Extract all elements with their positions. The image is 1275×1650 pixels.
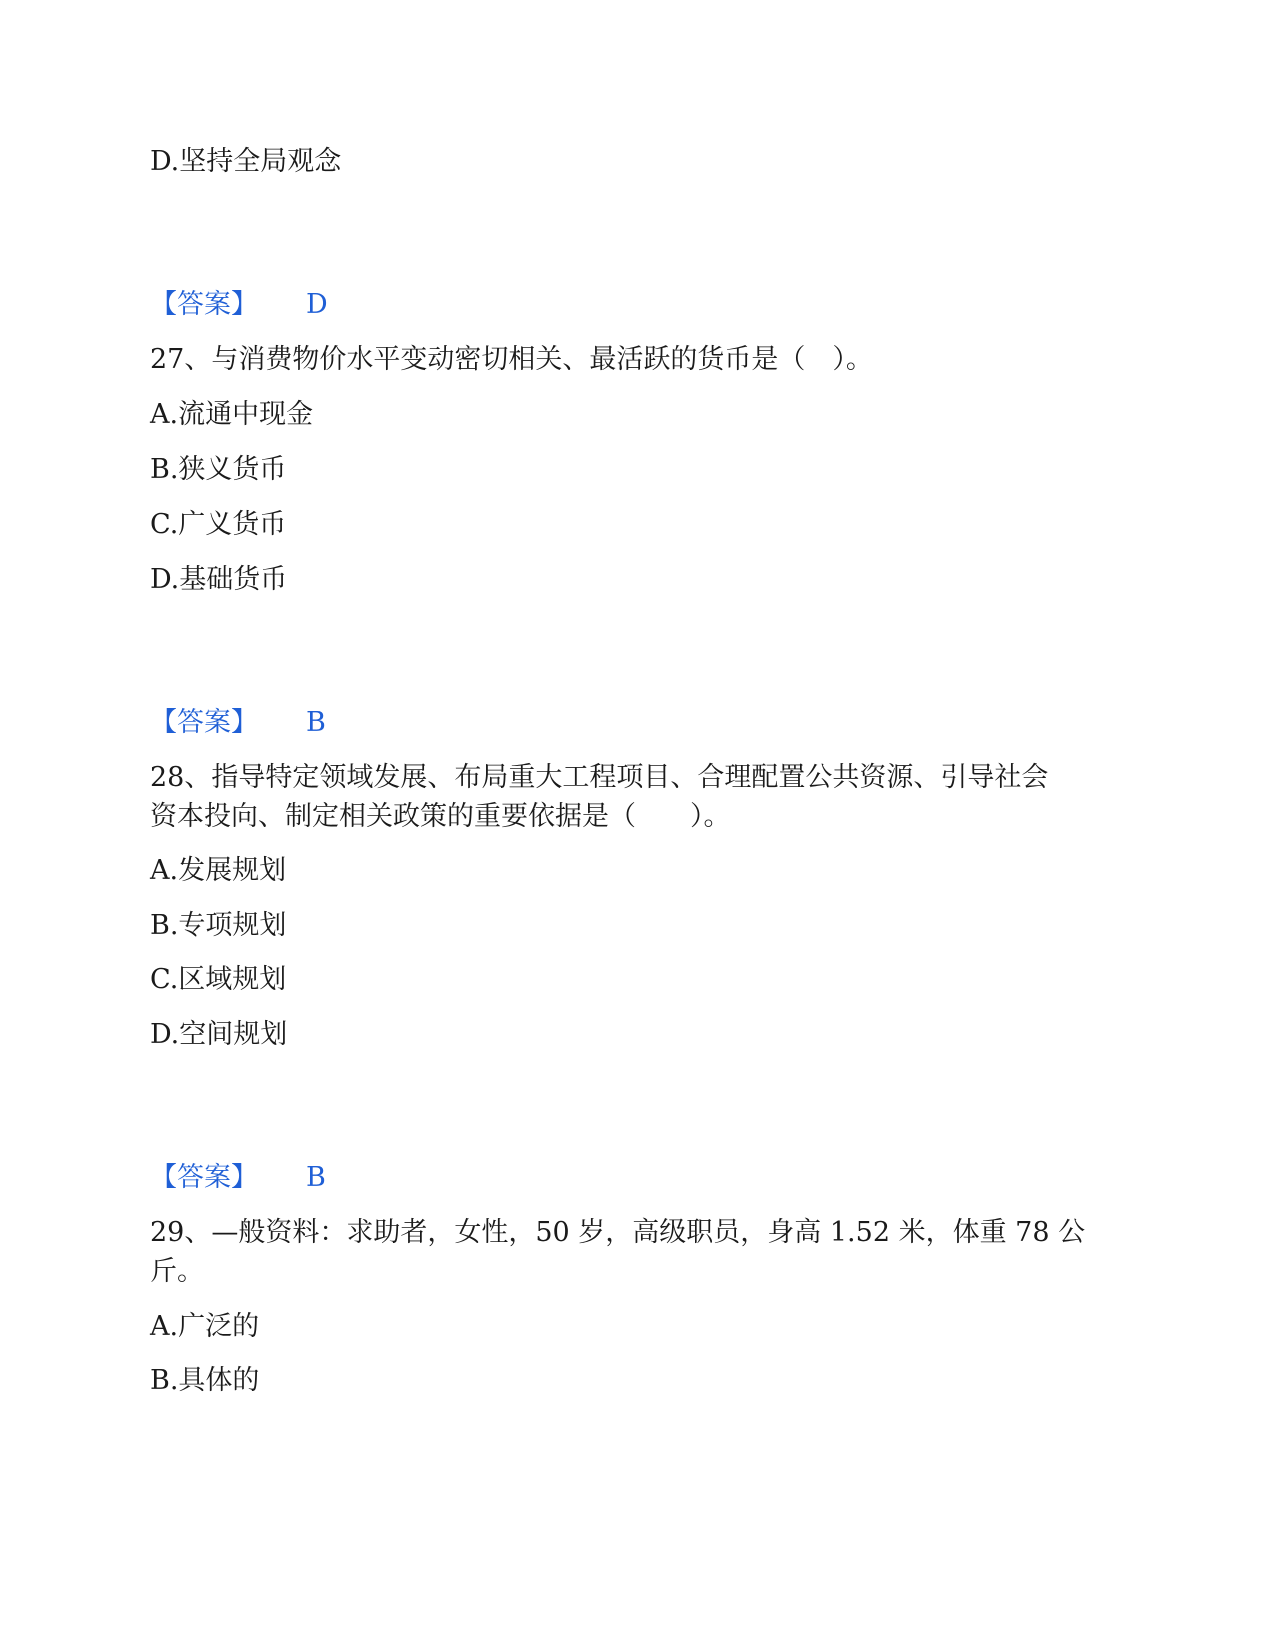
- option-a: A.广泛的: [150, 1311, 260, 1342]
- answer-label: 【答案】: [150, 707, 258, 738]
- answer-label: 【答案】: [150, 289, 258, 320]
- answer-value: B: [306, 1162, 326, 1193]
- answer-label: 【答案】: [150, 1162, 258, 1193]
- option-d: D.空间规划: [150, 1019, 288, 1050]
- option-d: D.基础货币: [150, 564, 288, 595]
- answer-row-27: [150, 703, 326, 743]
- option-b: B.狭义货币: [150, 454, 287, 485]
- answer-row-28: [150, 1158, 326, 1198]
- option-c: C.广义货币: [150, 509, 287, 540]
- question-27: 27、与消费物价水平变动密切相关、最活跃的货币是（ ）。: [150, 344, 873, 375]
- answer-value: B: [306, 707, 326, 738]
- option-c: C.区域规划: [150, 964, 287, 995]
- answer-row-26: [150, 285, 328, 325]
- question-28-line2: 资本投向、制定相关政策的重要依据是（ ）。: [150, 801, 731, 832]
- question-29-line1: 29、—般资料：求助者，女性，50 岁，高级职员，身高 1.52 米，体重 78 公: [150, 1217, 1086, 1248]
- option-a: A.发展规划: [150, 855, 287, 886]
- option-b: B.专项规划: [150, 910, 287, 941]
- question-29-line2: 斤。: [150, 1256, 204, 1287]
- question-28-line1: 28、指导特定领域发展、布局重大工程项目、合理配置公共资源、引导社会: [150, 762, 1049, 793]
- option-b: B.具体的: [150, 1365, 260, 1396]
- option-a: A.流通中现金: [150, 399, 314, 430]
- answer-value: D: [306, 289, 328, 320]
- option-d-prev: D.坚持全局观念: [150, 146, 342, 177]
